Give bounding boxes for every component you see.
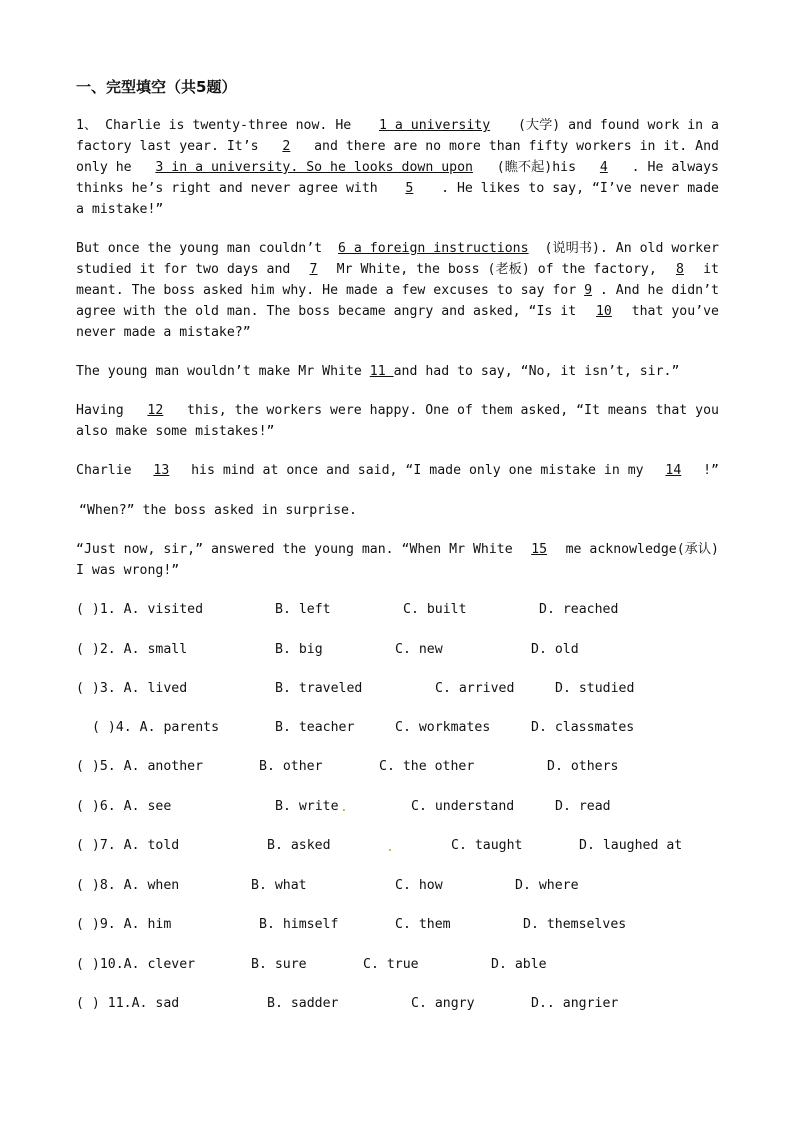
- passage-paragraph-2: [76, 238, 719, 343]
- option-c: C. them: [395, 917, 451, 932]
- question-row: [76, 797, 726, 817]
- passage-line: But once the young man couldn’t 6 a foreign instructions (说明书). An old worker: [76, 238, 719, 259]
- blank-7: 7: [309, 262, 318, 277]
- option-c: C. understand: [411, 799, 515, 814]
- blank-3: 3 in a university. So he looks down upon: [155, 160, 473, 175]
- section-heading: 一、完型填空（共5题）: [76, 78, 237, 96]
- question-row: [76, 876, 726, 896]
- option-d: D. old: [531, 642, 579, 657]
- option-c: C. angry: [411, 996, 475, 1011]
- passage-line: only he 3 in a university. So he looks down upon (瞧不起)his 4 . He always: [76, 157, 719, 178]
- option-b: B. left: [275, 602, 331, 617]
- question-row: [76, 836, 726, 856]
- question-row: [76, 600, 726, 620]
- option-c: C. the other: [379, 759, 475, 774]
- option-c: C. how: [395, 878, 443, 893]
- option-b: B. teacher: [275, 720, 355, 735]
- passage-line: meant. The boss asked him why. He made a few excuses to say for 9 . And he didn’t: [76, 280, 719, 301]
- blank-1: 1 a university: [379, 118, 491, 133]
- passage-paragraph-1: [76, 115, 719, 220]
- blank-4: 4: [599, 160, 608, 175]
- question-number-a: ( ) 11.A. sad: [76, 996, 180, 1011]
- question-row: [76, 955, 726, 975]
- stray-mark: .: [386, 840, 394, 855]
- blank-15: 15: [531, 542, 548, 557]
- option-b: B. himself: [259, 917, 339, 932]
- blank-5: 5: [405, 181, 414, 196]
- option-d: D.. angrier: [531, 996, 619, 1011]
- passage-line: a mistake!”: [76, 202, 164, 217]
- passage-line: thinks he’s right and never agree with 5 . He likes to say, “I’ve never made: [76, 178, 719, 199]
- passage-line: agree with the old man. The boss became angry and asked, “Is it 10 that you’ve: [76, 301, 719, 322]
- question-number-a: ( )10.A. clever: [76, 957, 196, 972]
- passage-line: Having 12 this, the workers were happy. One of them asked, “It means that you: [76, 400, 719, 421]
- blank-9: 9: [584, 283, 593, 298]
- question-row: [76, 640, 726, 660]
- blank-12: 12: [147, 403, 164, 418]
- option-b: B. asked: [267, 838, 331, 853]
- blank-13: 13: [153, 463, 170, 478]
- question-number-a: ( )5. A. another: [76, 759, 204, 774]
- passage-line: Charlie 13 his mind at once and said, “I made only one mistake in my 14 !”: [76, 460, 719, 481]
- blank-2: 2: [282, 139, 291, 154]
- stray-mark: .: [340, 800, 348, 815]
- question-row: [76, 718, 726, 738]
- question-number-a: ( )9. A. him: [76, 917, 172, 932]
- option-c: C. new: [395, 642, 443, 657]
- question-number-a: ( )3. A. lived: [76, 681, 188, 696]
- question-number-a: ( )8. A. when: [76, 878, 180, 893]
- question-number-a: ( )7. A. told: [76, 838, 180, 853]
- option-c: C. arrived: [435, 681, 515, 696]
- option-d: D. classmates: [531, 720, 635, 735]
- question-number-a: ( )4. A. parents: [92, 720, 220, 735]
- option-b: B. write: [275, 799, 339, 814]
- question-row: [76, 757, 726, 777]
- option-d: D. reached: [539, 602, 619, 617]
- option-d: D. able: [491, 957, 547, 972]
- question-number-a: ( )2. A. small: [76, 642, 188, 657]
- question-number-a: ( )1. A. visited: [76, 602, 204, 617]
- passage-line: never made a mistake?”: [76, 325, 251, 340]
- option-b: B. what: [251, 878, 307, 893]
- blank-11: 11: [369, 364, 394, 379]
- blank-6: 6 a foreign instructions: [338, 241, 529, 256]
- passage-line: 1、 Charlie is twenty-three now. He 1 a university (大学) and found work in a: [76, 115, 719, 136]
- option-b: B. big: [275, 642, 323, 657]
- passage-line: “When?” the boss asked in surprise.: [79, 503, 357, 518]
- option-b: B. sure: [251, 957, 307, 972]
- passage-paragraph-5: [76, 460, 719, 481]
- option-d: D. studied: [555, 681, 635, 696]
- passage-line: I was wrong!”: [76, 563, 180, 578]
- question-row: [76, 994, 726, 1014]
- passage-line: also make some mistakes!”: [76, 424, 275, 439]
- blank-10: 10: [595, 304, 612, 319]
- option-b: B. sadder: [267, 996, 339, 1011]
- passage-paragraph-6: [79, 500, 722, 521]
- option-d: D. where: [515, 878, 579, 893]
- question-row: [76, 915, 726, 935]
- blank-14: 14: [665, 463, 682, 478]
- blank-8: 8: [675, 262, 684, 277]
- passage-paragraph-3: [76, 361, 719, 382]
- option-c: C. workmates: [395, 720, 491, 735]
- option-c: C. built: [403, 602, 467, 617]
- passage-paragraph-4: [76, 400, 719, 442]
- passage-line: factory last year. It’s 2 and there are no more than fifty workers in it. And: [76, 136, 719, 157]
- question-row: [76, 679, 726, 699]
- passage-paragraph-7: [76, 539, 719, 581]
- option-b: B. other: [259, 759, 323, 774]
- passage-line: studied it for two days and 7 Mr White, the boss (老板) of the factory, 8 it: [76, 259, 719, 280]
- question-number-a: ( )6. A. see: [76, 799, 172, 814]
- option-c: C. taught: [451, 838, 523, 853]
- passage-line: “Just now, sir,” answered the young man. “When Mr White 15 me acknowledge(承认): [76, 539, 719, 560]
- option-b: B. traveled: [275, 681, 363, 696]
- option-d: D. laughed at: [579, 838, 683, 853]
- passage-line: The young man wouldn’t make Mr White 11 and had to say, “No, it isn’t, sir.”: [76, 364, 680, 379]
- option-c: C. true: [363, 957, 419, 972]
- option-d: D. themselves: [523, 917, 627, 932]
- option-d: D. others: [547, 759, 619, 774]
- option-d: D. read: [555, 799, 611, 814]
